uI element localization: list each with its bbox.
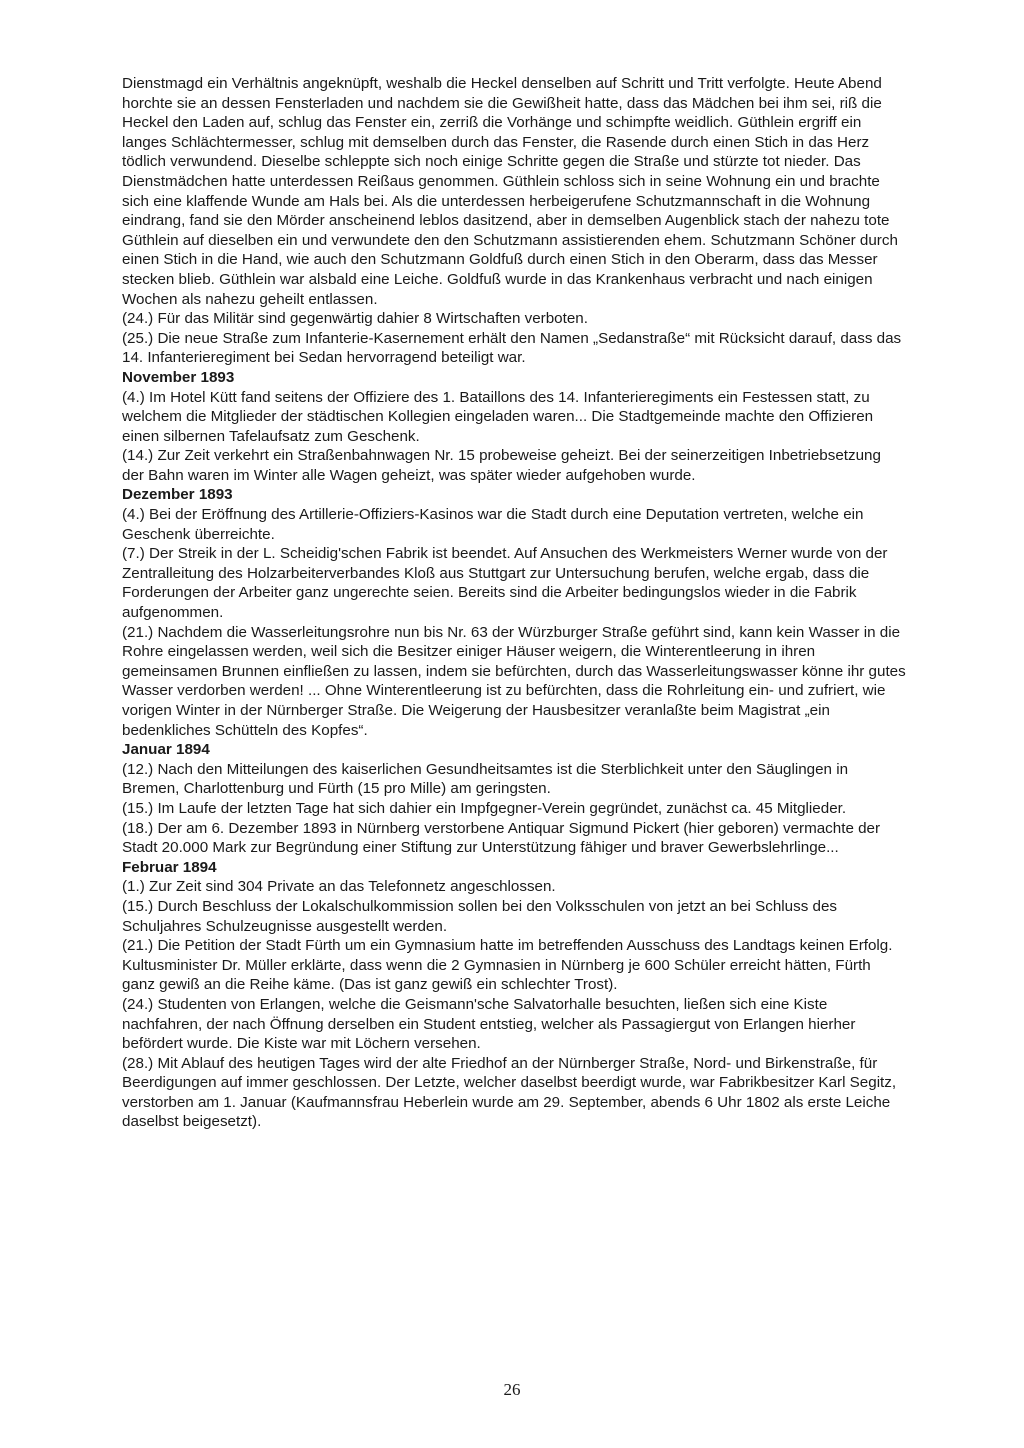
entry: (14.) Zur Zeit verkehrt ein Straßenbahnwagen Nr. 15 probeweise geheizt. Bei der seinerzeitigen Inbetriebsetzung der Bahn waren im Winter alle Wagen geheizt, was später wieder aufgehoben wurde. [122,447,881,484]
entry: (7.) Der Streik in der L. Scheidig'schen Fabrik ist beendet. Auf Ansuchen des Werkmeisters Werner wurde von der Zentralleitung des Holzarbeiterverbandes Kloß aus Stuttgart zur Untersuchung berufen, welche ergab, dass die Forderungen der Arbeiter ganz ungerechte seien. Bereits sind die Arbeiter bedingungslos wieder in die Fabrik aufgenommen. [122,545,888,622]
entry: (24.) Für das Militär sind gegenwärtig dahier 8 Wirtschaften verboten. [122,310,588,328]
section-heading: November 1893 [122,368,235,386]
entry: (18.) Der am 6. Dezember 1893 in Nürnberg verstorbene Antiquar Sigmund Pickert (hier geboren) vermachte der Stadt 20.000 Mark zur Begründung einer Stiftung zur Unterstützung fähiger und braver Gewerbslehrlinge... [122,819,881,857]
entry: (4.) Im Hotel Kütt fand seitens der Offiziere des 1. Bataillons des 14. Infanterieregiments ein Festessen statt, zu welchem die Mitglieder der städtischen Kollegien eingeladen waren... Die Stadtgemeinde machte den Offizieren einen silbernen Tafelaufsatz zum Geschenk. [122,388,874,445]
document-body [122,74,907,1132]
entry: (28.) Mit Ablauf des heutigen Tages wird der alte Friedhof an der Nürnberger Straße, Nord- und Birkenstraße, für Beerdigungen auf immer geschlossen. Der Letzte, welcher daselbst beerdigt wurde, war Fabrikbesitzer Karl Segitz, verstorben am 1. Januar (Kaufmannsfrau Heberlein wurde am 29. September, abends 6 Uhr 1802 als erste Leiche daselbst beigesetzt). [122,1054,897,1131]
section-heading: Dezember 1893 [122,486,233,504]
entry: (4.) Bei der Eröffnung des Artillerie-Offiziers-Kasinos war die Stadt durch eine Deputation vertreten, welche ein Geschenk überreichte. [122,506,864,543]
entry: (25.) Die neue Straße zum Infanterie-Kasernement erhält den Namen „Sedanstraße“ mit Rücksicht darauf, dass das 14. Infanterieregiment bei Sedan hervorragend beteiligt war. [122,329,902,367]
section-heading: Januar 1894 [122,741,210,759]
entry: (15.) Durch Beschluss der Lokalschulkommission sollen bei den Volksschulen von jetzt an bei Schluss des Schuljahres Schulzeugnisse ausgestellt werden. [122,897,838,935]
entry: (21.) Die Petition der Stadt Fürth um ein Gymnasium hatte im betreffenden Ausschuss des Landtags keinen Erfolg. Kultusminister Dr. Müller erklärte, dass wenn die 2 Gymnasien in Nürnberg je 600 Schüler erreicht hätten, Fürth ganz gewiß an die Reihe käme. (Das ist ganz gewiß ein schlechter Trost). [122,937,893,994]
entry: (1.) Zur Zeit sind 304 Private an das Telefonnetz angeschlossen. [122,878,556,896]
page-number: 26 [503,1380,521,1399]
entry: (12.) Nach den Mitteilungen des kaiserlichen Gesundheitsamtes ist die Sterblichkeit unter den Säuglingen in Bremen, Charlottenburg und Fürth (15 pro Mille) am geringsten. [122,760,849,798]
entry: (15.) Im Laufe der letzten Tage hat sich dahier ein Impfgegner-Verein gegründet, zunächst ca. 45 Mitglieder. [122,799,847,817]
entry: (21.) Nachdem die Wasserleitungsrohre nun bis Nr. 63 der Würzburger Straße geführt sind, kann kein Wasser in die Rohre eingelassen werden, weil sich die Besitzer einiger Häuser weigern, die Winterentleerung in ihren gemeinsamen Brunnen einfließen zu lassen, indem sie befürchten, durch das Wasserleitungswasser könne ihr gutes Wasser verdorben werden! ... Ohne Winterentleerung ist zu befürchten, dass die Rohrleitung ein- und zufriert, wie vorigen Winter in der Nürnberger Straße. Die Weigerung der Hausbesitzer veranlaßte beim Magistrat „ein bedenkliches Schütteln des Kopfes“. [122,623,906,739]
intro-paragraph: Dienstmagd ein Verhältnis angeknüpft, weshalb die Heckel denselben auf Schritt und Tritt verfolgte. Heute Abend horchte sie an dessen Fensterladen und nachdem sie die Gewißheit hatte, dass das Mädchen bei ihm sei, riß die Heckel den Laden auf, schlug das Fenster ein, zerriß die Vorhänge und schimpfte weidlich. Güthlein ergriff ein langes Schlächtermesser, schlug mit demselben durch das Fenster, die Rasende durch einen Stich in das Herz tödlich verwundend. Dieselbe schleppte sich noch einige Schritte gegen die Straße und stürzte tot nieder. Das Dienstmädchen hatte unterdessen Reißaus genommen. Güthlein schloss sich in seine Wohnung ein und brachte sich eine klaffende Wunde am Hals bei. Als die unterdessen herbeigerufene Schutzmannschaft in die Wohnung eindrang, fand sie den Mörder anscheinend leblos dasitzend, aber in demselben Augenblick stach der nahezu tote Güthlein auf dieselben ein und verwundete den den Schutzmann assistierenden ehem. Schutzmann Schöner durch einen Stich in die Hand, wie auch den Schutzmann Goldfuß durch einen Stich in den Oberarm, dass das Messer stecken blieb. Güthlein war alsbald eine Leiche. Goldfuß wurde in das Krankenhaus verbracht und nach einigen Wochen als nahezu geheilt entlassen. [122,75,898,308]
section-heading: Februar 1894 [122,858,217,876]
entry: (24.) Studenten von Erlangen, welche die Geismann'sche Salvatorhalle besuchten, ließen sich eine Kiste nachfahren, der nach Öffnung derselben ein Student entstieg, welcher als Passagiergut von Erlangen hierher befördert wurde. Die Kiste war mit Löchern versehen. [122,995,856,1053]
